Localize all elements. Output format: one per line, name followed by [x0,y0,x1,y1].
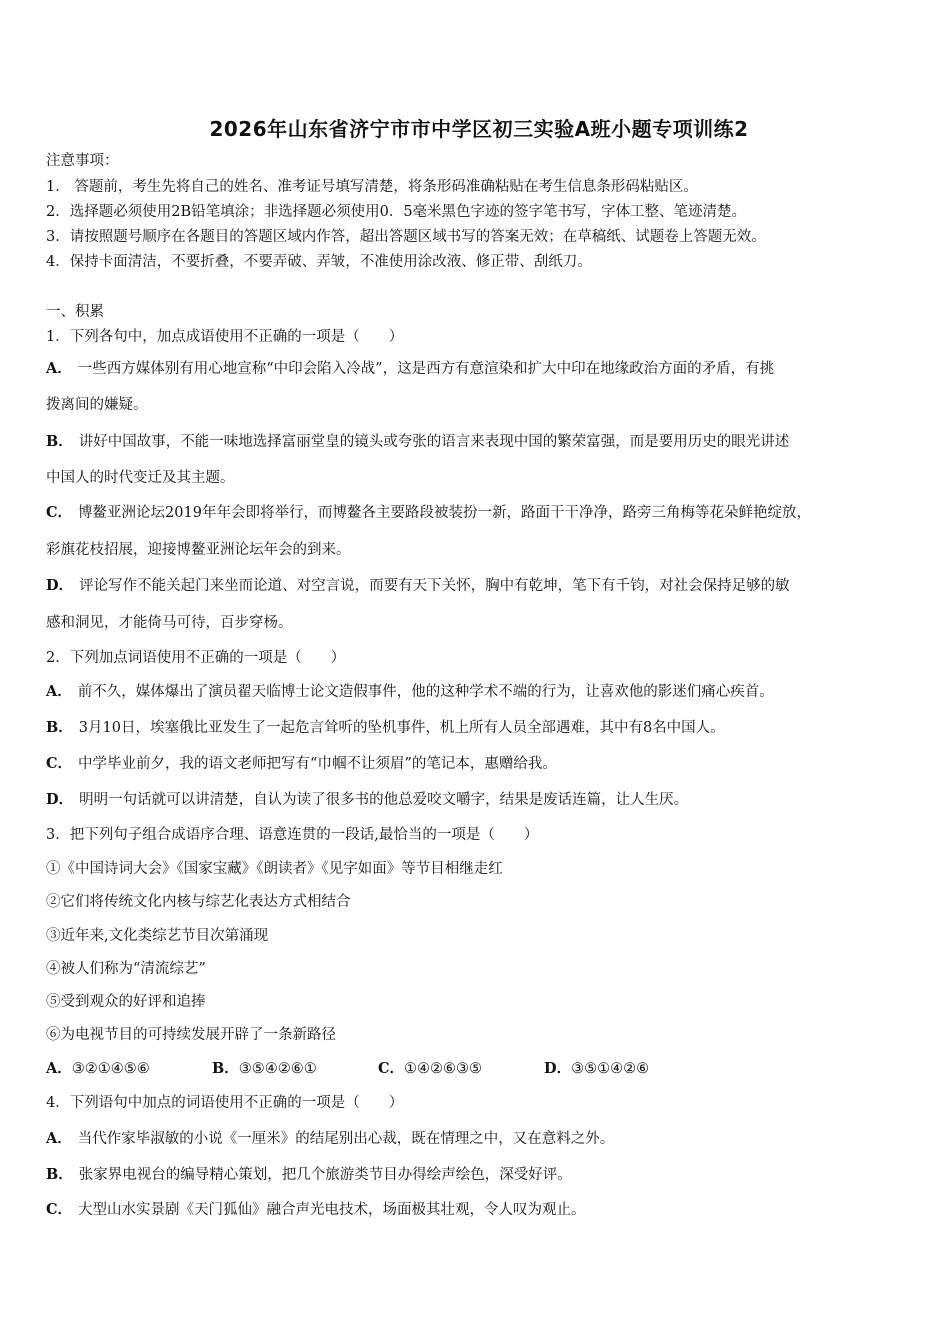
option-text: ③⑤④②⑥① [238,1061,317,1077]
q1-stem: 1．下列各句中，加点成语使用不正确的一项是（ ） [46,329,404,345]
q2-stem: 2．下列加点词语使用不正确的一项是（ ） [46,650,346,666]
option-text: ③⑤①④②⑥ [571,1061,650,1077]
q1-option-d-cont: 感和洞见，才能倚马可待，百步穿杨。 [46,615,293,631]
option-label: B． [46,433,73,450]
option-label: D． [544,1060,572,1077]
option-label: C． [46,1201,73,1218]
notice-heading: 注意事项： [46,153,119,169]
q3-choice-c [378,1059,544,1079]
option-label: A． [46,360,72,377]
q1-option-a-cont: 拨离间的嫌疑。 [46,397,148,413]
option-label: C． [378,1060,405,1077]
q3-choices [46,1059,649,1079]
option-label: D． [46,791,74,808]
q2-option-c [46,754,557,774]
q2-option-a [46,682,774,702]
notice-item-3: 3．请按照题号顺序在各题目的答题区域内作答，超出答题区域书写的答案无效；在草稿纸、试题卷上答题无效。 [46,229,766,245]
q2-option-b [46,718,725,738]
q3-choice-b [212,1059,378,1079]
q4-option-c [46,1200,586,1220]
option-text: 3月10日，埃塞俄比亚发生了一起危言耸听的坠机事件，机上所有人员全部遇难，其中有8名中国人。 [78,720,725,736]
option-label: D． [46,577,74,594]
q4-option-a [46,1129,614,1149]
option-label: B． [46,1166,73,1183]
q1-option-c-cont: 彩旗花枝招展，迎接博鳌亚洲论坛年会的到来。 [46,542,351,558]
option-text: 博鳌亚洲论坛2019年年会即将举行，而博鳌各主要路段被装扮一新，路面干干净净，路旁三角梅等花朵鲜艳绽放， [78,505,811,521]
option-label: A． [46,1060,72,1077]
option-text: 张家界电视台的编导精心策划，把几个旅游类节目办得绘声绘色，深受好评。 [78,1167,572,1183]
q1-option-c [46,503,811,523]
q3-sentence-6: ⑥为电视节目的可持续发展开辟了一条新路径 [46,1027,336,1043]
option-label: C． [46,504,73,521]
q4-option-b [46,1165,572,1185]
q3-sentence-5: ⑤受到观众的好评和追捧 [46,994,206,1010]
q2-option-d [46,790,688,810]
q3-sentence-2: ②它们将传统文化内核与综艺化表达方式相结合 [46,894,351,910]
q1-option-b-cont: 中国人的时代变迁及其主题。 [46,470,235,486]
option-text: 讲好中国故事，不能一味地选择富丽堂皇的镜头或夸张的语言来表现中国的繁荣富强，而是要用历史的眼光讲述 [78,434,790,450]
page-title: 2026年山东省济宁市市中学区初三实验A班小题专项训练2 [209,117,749,141]
option-label: A． [46,683,72,700]
option-text: 明明一句话就可以讲清楚，自认为读了很多书的他总爱咬文嚼字，结果是废话连篇，让人生厌。 [79,792,689,808]
option-label: C． [46,755,73,772]
option-text: 一些西方媒体别有用心地宣称“中印会陷入冷战”，这是西方有意渲染和扩大中印在地缘政治方面的矛盾，有挑 [77,361,775,377]
q3-sentence-1: ①《中国诗词大会》《国家宝藏》《朗读者》《见字如面》等节目相继走红 [46,861,503,877]
q3-choice-d [544,1059,649,1079]
notice-item-4: 4．保持卡面清洁，不要折叠，不要弄破、弄皱，不准使用涂改液、修正带、刮纸刀。 [46,254,592,270]
option-text: ①④②⑥③⑤ [404,1061,483,1077]
option-text: 前不久，媒体爆出了演员翟天临博士论文造假事件，他的这种学术不端的行为，让喜欢他的影迷们痛心疾首。 [77,684,774,700]
option-label: A． [46,1130,72,1147]
q1-option-b [46,432,789,452]
notice-item-1: 1． 答题前，考生先将自己的姓名、准考证号填写清楚，将条形码准确粘贴在考生信息条形码粘贴区。 [46,179,698,195]
q3-sentence-3: ③近年来,文化类综艺节目次第涌现 [46,928,269,944]
q3-choice-a [46,1059,212,1079]
q1-option-a [46,359,774,379]
option-text: ③②①④⑤⑥ [71,1061,150,1077]
option-text: 中学毕业前夕，我的语文老师把写有“巾帼不让须眉”的笔记本，惠赠给我。 [78,756,557,772]
option-label: B． [46,719,73,736]
option-label: B． [212,1060,239,1077]
q3-stem: 3．把下列句子组合成语序合理、语意连贯的一段话,最恰当的一项是（ ） [46,827,539,843]
option-text: 当代作家毕淑敏的小说《一厘米》的结尾别出心裁，既在情理之中，又在意料之外。 [77,1131,615,1147]
q4-stem: 4．下列语句中加点的词语使用不正确的一项是（ ） [46,1095,404,1111]
q1-option-d [46,576,790,596]
q3-sentence-4: ④被人们称为“清流综艺” [46,961,206,977]
option-text: 评论写作不能关起门来坐而论道、对空言说，而要有天下关怀，胸中有乾坤，笔下有千钧，对社会保持足够的敏 [79,578,790,594]
option-text: 大型山水实景剧《天门狐仙》融合声光电技术，场面极其壮观，令人叹为观止。 [78,1202,586,1218]
section-heading: 一、积累 [46,304,104,320]
notice-item-2: 2．选择题必须使用2B铅笔填涂；非选择题必须使用0．5毫米黑色字迹的签字笔书写，字体工整、笔迹清楚。 [46,204,747,220]
